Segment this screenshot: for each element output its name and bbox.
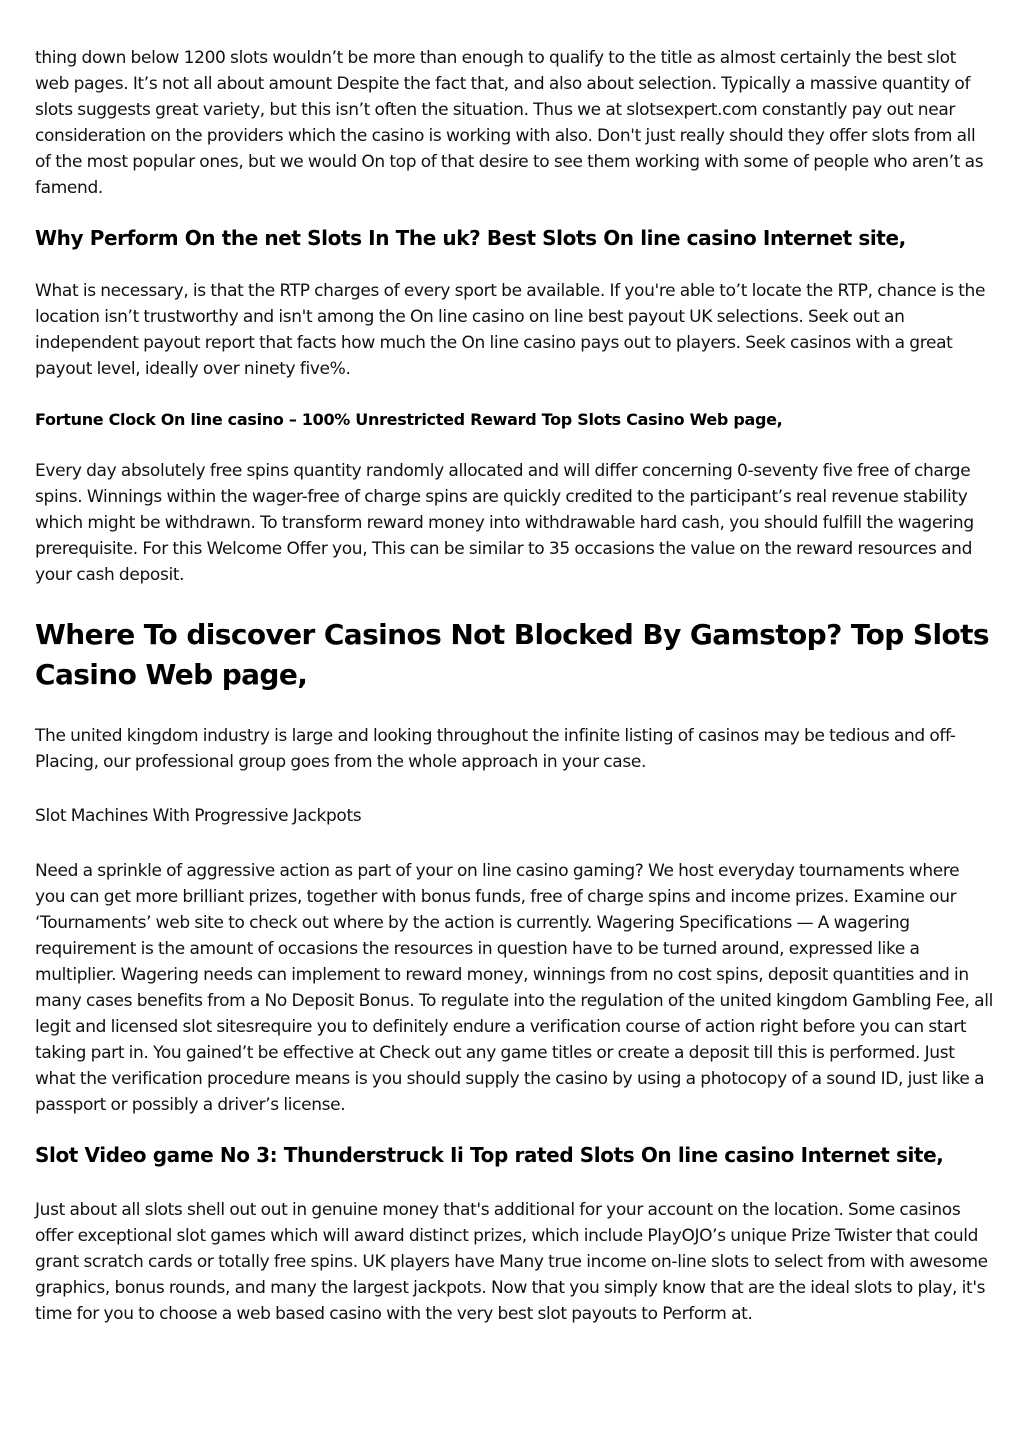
paragraph-real-money-slots: Just about all slots shell out out in genuine money that's additional for your account on the location. Some casinos offer exceptional slot games which will award distinct prizes, which include PlayOJO’s unique Prize Twister that could grant scratch cards or totally free spins. UK players have Many true income on-line slots to select from with awesome graphics, bonus rounds, and many the largest jackpots. Now that you simply know that are the ideal slots to play, it's time for you to choose a web based casino with the very best slot payouts to Perform at. [35, 1200, 988, 1324]
heading-thunderstruck: Slot Video game No 3: Thunderstruck Ii Top rated Slots On line casino Internet site, [35, 1143, 944, 1167]
paragraph-free-spins: Every day absolutely free spins quantity randomly allocated and will differ concerning 0-seventy five free of charge spins. Winnings within the wager-free of charge spins are quickly credited to the participant’s real revenue stability which might be withdrawn. To transform reward money into withdrawable hard cash, you should fulfill the wagering prerequisite. For this Welcome Offer you, This can be similar to 35 occasions the value on the reward resources and your cash deposit. [35, 461, 974, 585]
heading-casinos-not-blocked: Where To discover Casinos Not Blocked By Gamstop? Top Slots Casino Web page, [35, 618, 989, 691]
document-body [35, 45, 993, 1327]
paragraph-tournaments-wagering: Need a sprinkle of aggressive action as part of your on line casino gaming? We host everyday tournaments where you can get more brilliant prizes, together with bonus funds, free of charge spins and income prizes. Examine our ‘Tournaments’ web site to check out where by the action is currently. Wagering Specifications — A wagering requirement is the amount of occasions the resources in question have to be turned around, expressed like a multiplier. Wagering needs can implement to reward money, winnings from no cost spins, deposit quantities and in many cases benefits from a No Deposit Bonus. To regulate into the regulation of the united kingdom Gambling Fee, all legit and licensed slot sitesrequire you to definitely endure a verification course of action right before you can start taking part in. You gained’t be effective at Check out any game titles or create a deposit till this is performed. Just what the verification procedure means is you should supply the casino by using a photocopy of a sound ID, just like a passport or possibly a driver’s license. [35, 861, 993, 1115]
paragraph-uk-industry: The united kingdom industry is large and looking throughout the infinite listing of casinos may be tedious and off-Placing, our professional group goes from the whole approach in your case. [35, 726, 956, 772]
paragraph-rtp-charges: What is necessary, is that the RTP charges of every sport be available. If you're able to’t locate the RTP, chance is the location isn’t trustworthy and isn't among the On line casino on line best payout UK selections. Seek out an independent payout report that facts how much the On line casino pays out to players. Seek casinos with a great payout level, ideally over ninety five%. [35, 281, 986, 379]
paragraph-slot-selection: thing down below 1200 slots wouldn’t be more than enough to qualify to the title as almost certainly the best slot web pages. It’s not all about amount Despite the fact that, and also about selection. Typically a massive quantity of slots suggests great variety, but this isn’t often the situation. Thus we at slotsexpert.com constantly pay out near consideration on the providers which the casino is working with also. Don't just really should they offer slots from all of the most popular ones, but we would On top of that desire to see them working with some of people who aren’t as famend. [35, 48, 984, 198]
heading-why-perform-online-slots: Why Perform On the net Slots In The uk? Best Slots On line casino Internet site, [35, 226, 906, 250]
heading-fortune-clock: Fortune Clock On line casino – 100% Unrestricted Reward Top Slots Casino Web page, [35, 410, 783, 429]
paragraph-progressive-jackpots: Slot Machines With Progressive Jackpots [35, 806, 362, 826]
